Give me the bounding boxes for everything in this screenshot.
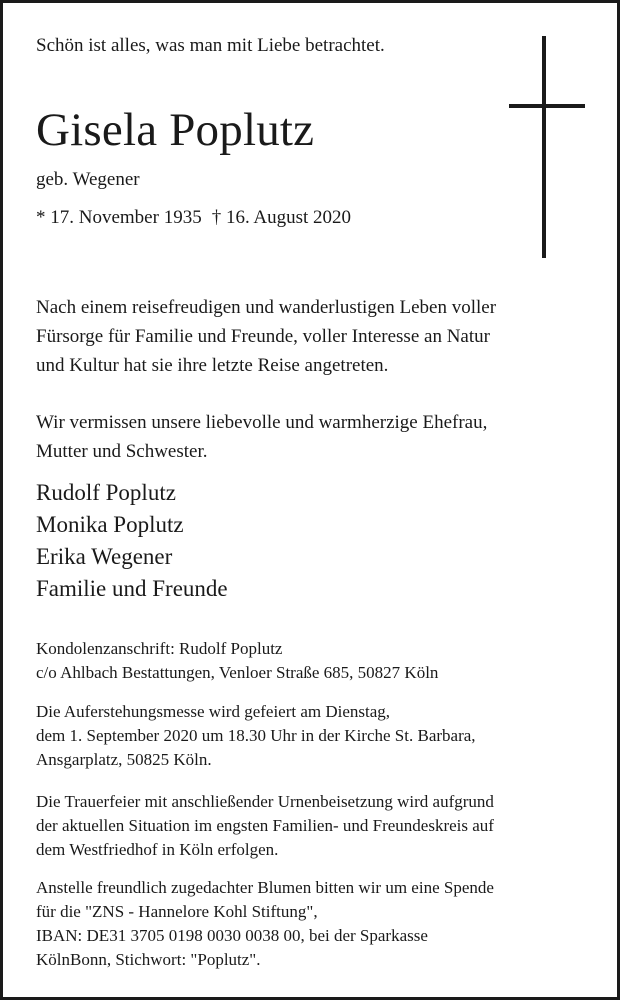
mourner-name: Familie und Freunde (36, 576, 228, 601)
missing-paragraph (36, 408, 487, 466)
missing-line: Wir vermissen unsere liebevolle und warmherzige Ehefrau, (36, 412, 488, 433)
donation-line: KölnBonn, Stichwort: "Poplutz". (36, 950, 261, 969)
deceased-name: Gisela Poplutz (36, 104, 315, 156)
latin-cross-icon (509, 36, 585, 258)
donation-line: Anstelle freundlich zugedachter Blumen bitten wir um eine Spende (36, 878, 494, 897)
motto-quote: Schön ist alles, was man mit Liebe betrachtet. (36, 35, 385, 56)
tribute-line: und Kultur hat sie ihre letzte Reise angetreten. (36, 355, 389, 376)
mass-announcement (36, 700, 476, 772)
burial-line: der aktuellen Situation im engsten Familien- und Freundeskreis auf (36, 816, 494, 835)
mourner-name: Erika Wegener (36, 544, 173, 569)
tribute-line: Fürsorge für Familie und Freunde, voller Interesse an Natur (36, 326, 490, 347)
tribute-paragraph (36, 293, 496, 380)
donation-line: IBAN: DE31 3705 0198 0030 0038 00, bei der Sparkasse (36, 926, 428, 945)
donation-line: für die "ZNS - Hannelore Kohl Stiftung", (36, 902, 318, 921)
condolence-line: Kondolenzanschrift: Rudolf Poplutz (36, 639, 283, 658)
mourners-list (36, 477, 228, 605)
burial-announcement (36, 790, 494, 862)
death-date: † 16. August 2020 (211, 207, 352, 228)
life-dates (36, 207, 351, 229)
mass-line: Die Auferstehungsmesse wird gefeiert am Dienstag, (36, 702, 391, 721)
mass-line: dem 1. September 2020 um 18.30 Uhr in der Kirche St. Barbara, (36, 726, 476, 745)
donation-request (36, 876, 494, 972)
missing-line: Mutter und Schwester. (36, 441, 208, 462)
mourner-name: Monika Poplutz (36, 512, 184, 537)
condolence-line: c/o Ahlbach Bestattungen, Venloer Straße 685, 50827 Köln (36, 663, 439, 682)
mass-line: Ansgarplatz, 50825 Köln. (36, 750, 212, 769)
burial-line: Die Trauerfeier mit anschließender Urnenbeisetzung wird aufgrund (36, 792, 494, 811)
mourner-name: Rudolf Poplutz (36, 480, 176, 505)
birth-name: geb. Wegener (36, 169, 140, 190)
tribute-line: Nach einem reisefreudigen und wanderlustigen Leben voller (36, 297, 497, 318)
birth-date: * 17. November 1935 (36, 207, 202, 228)
condolence-address (36, 637, 438, 685)
burial-line: dem Westfriedhof in Köln erfolgen. (36, 840, 279, 859)
